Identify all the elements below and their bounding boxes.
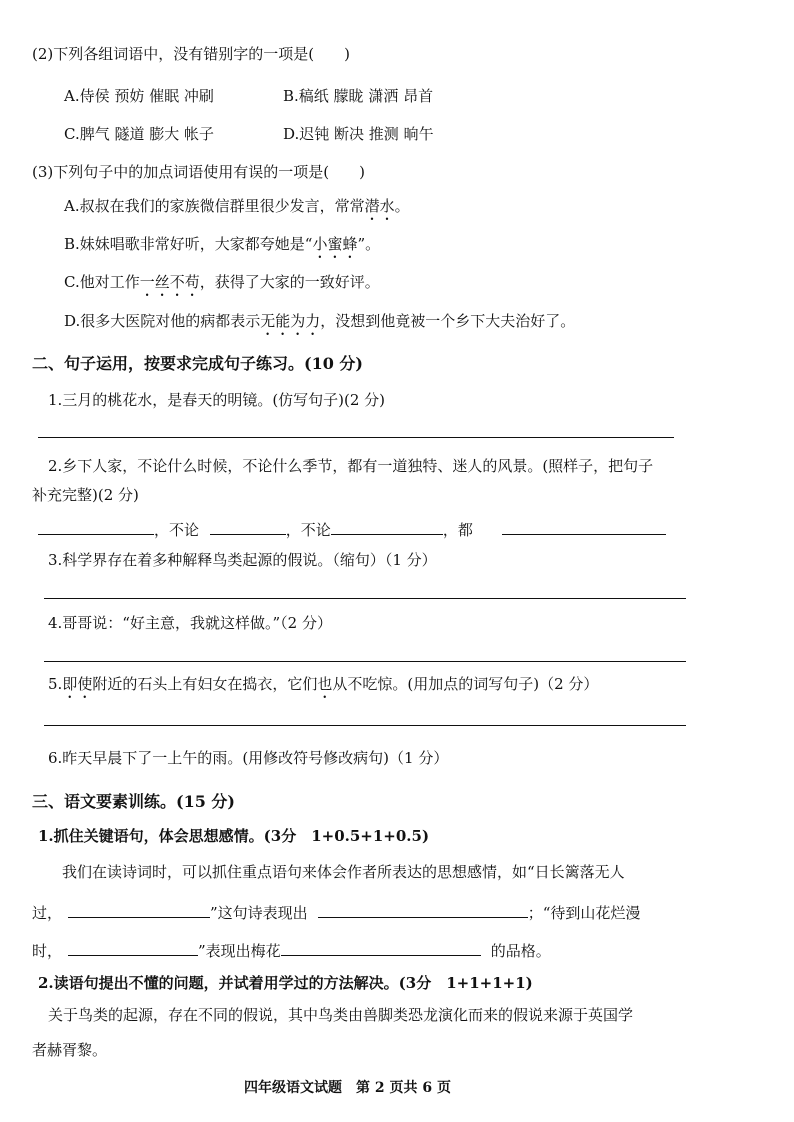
s2-q5-number: 5. — [48, 675, 63, 693]
s3-q1-blank-3[interactable] — [68, 939, 198, 956]
s2-q1: 1.三月的桃花水，是春天的明镜。(仿写句子)(2 分) — [48, 391, 386, 409]
s2-q5-answer-line[interactable] — [44, 725, 686, 726]
s2-q3: 3.科学界存在着多种解释鸟类起源的假说。（缩句）（1 分） — [48, 551, 437, 569]
q3-a-text: A.叔叔在我们的家族微信群里很少发言，常常 — [64, 197, 365, 215]
s2-q2-blank-3[interactable] — [331, 518, 443, 535]
s2-q1-answer-line[interactable] — [38, 437, 674, 438]
s3-q1-text-c: ；“待到山花烂漫 — [527, 904, 641, 922]
section2-heading: 二、句子运用，按要求完成句子练习。(10 分) — [32, 354, 363, 373]
q3-c-end: ，获得了大家的一致好评。 — [199, 273, 380, 291]
q2-option-c: C.脾气 隧道 膨大 帐子 — [64, 125, 215, 143]
q2-stem: (2)下列各组词语中，没有错别字的一项是( ) — [32, 45, 350, 63]
s3-q1-text-a: 过， — [32, 904, 63, 922]
q3-b-dotted-word: 小蜜蜂 — [312, 235, 358, 253]
s2-q2-connector-2: ，不论 — [285, 521, 331, 539]
s2-q4: 4.哥哥说：“好主意，我就这样做。”（2 分） — [48, 614, 332, 632]
q3-stem: (3)下列句子中的加点词语使用有误的一项是( ) — [32, 163, 365, 181]
q3-d-end: ，没想到他竟被一个乡下大夫治好了。 — [320, 312, 576, 330]
s2-q2-blank-2[interactable] — [210, 518, 286, 535]
s2-q5-text: 附近的石头上有妇女在捣衣，它们 — [92, 675, 318, 693]
s2-q2-connector-3: ，都 — [442, 521, 473, 539]
q3-option-a — [64, 196, 410, 224]
q3-c-text: C.他对工作 — [64, 273, 140, 291]
q3-option-c — [64, 272, 380, 300]
s3-q1-line1: 我们在读诗词时，可以抓住重点语句来体会作者所表达的思想感情，如“日长篱落无人 — [62, 863, 625, 881]
s2-q5-instruction: 从不吃惊。(用加点的词写句子)（2 分） — [332, 675, 599, 693]
section3-heading: 三、语文要素训练。(15 分) — [32, 792, 235, 811]
s3-q1-line2 — [32, 901, 640, 923]
q3-b-text: B.妹妹唱歌非常好听，大家都夸她是“ — [64, 235, 313, 253]
s2-q2-fill-row — [38, 518, 666, 540]
s3-q1-heading: 1.抓住关键语句，体会思想感情。(3分 1+0.5+1+0.5) — [38, 827, 430, 845]
s3-q1-text-d: 时， — [32, 942, 63, 960]
s3-q2-line2: 者赫胥黎。 — [32, 1041, 108, 1059]
q3-d-text: D.很多大医院对他的病都表示 — [64, 312, 261, 330]
s3-q1-text-e: ”表现出梅花 — [198, 942, 281, 960]
s3-q1-text-f: 的品格。 — [490, 942, 551, 960]
q2-option-a: A.侍侯 预妨 催眠 冲刷 — [64, 87, 214, 105]
s3-q1-blank-4[interactable] — [281, 939, 481, 956]
s3-q1-text-b: ”这句诗表现出 — [210, 904, 308, 922]
s3-q2-heading: 2.读语句提出不懂的问题，并试着用学过的方法解决。(3分 1+1+1+1) — [38, 974, 533, 992]
s2-q2-connector-1: ，不论 — [154, 521, 200, 539]
s2-q3-answer-line[interactable] — [44, 598, 686, 599]
s2-q5-dotted-word-1: 即使 — [62, 675, 93, 693]
s3-q1-blank-1[interactable] — [68, 901, 210, 918]
q3-option-d — [64, 311, 575, 339]
q3-d-dotted-word: 无能为力 — [260, 312, 321, 330]
s2-q2-blank-4[interactable] — [502, 518, 666, 535]
s2-q2-line2: 补充完整)(2 分) — [32, 486, 139, 504]
s3-q1-blank-2[interactable] — [318, 901, 528, 918]
q3-option-b — [64, 234, 380, 262]
s2-q5-dotted-word-2: 也 — [317, 675, 333, 693]
page-footer: 四年级语文试题 第 2 页共 6 页 — [244, 1080, 451, 1096]
q3-a-end: 。 — [394, 197, 410, 215]
q2-option-d: D.迟钝 断决 推测 晌午 — [283, 125, 434, 143]
q3-a-dotted-word: 潜水 — [364, 197, 395, 215]
s2-q5 — [48, 674, 598, 702]
s2-q2-blank-1[interactable] — [38, 518, 154, 535]
s3-q2-line1: 关于鸟类的起源，存在不同的假说，其中鸟类由兽脚类恐龙演化而来的假说来源于英国学 — [48, 1006, 634, 1024]
s3-q1-line3 — [32, 939, 551, 961]
s2-q4-answer-line[interactable] — [44, 661, 686, 662]
q3-b-end: ”。 — [357, 235, 381, 253]
q3-c-dotted-word: 一丝不苟 — [139, 273, 200, 291]
q2-option-b: B.稿纸 朦眬 潇洒 昂首 — [283, 87, 434, 105]
s2-q2-line1: 2.乡下人家，不论什么时候，不论什么季节，都有一道独特、迷人的风景。(照样子，把句子 — [48, 457, 654, 475]
s2-q6: 6.昨天早晨下了一上午的雨。(用修改符号修改病句)（1 分） — [48, 749, 449, 767]
